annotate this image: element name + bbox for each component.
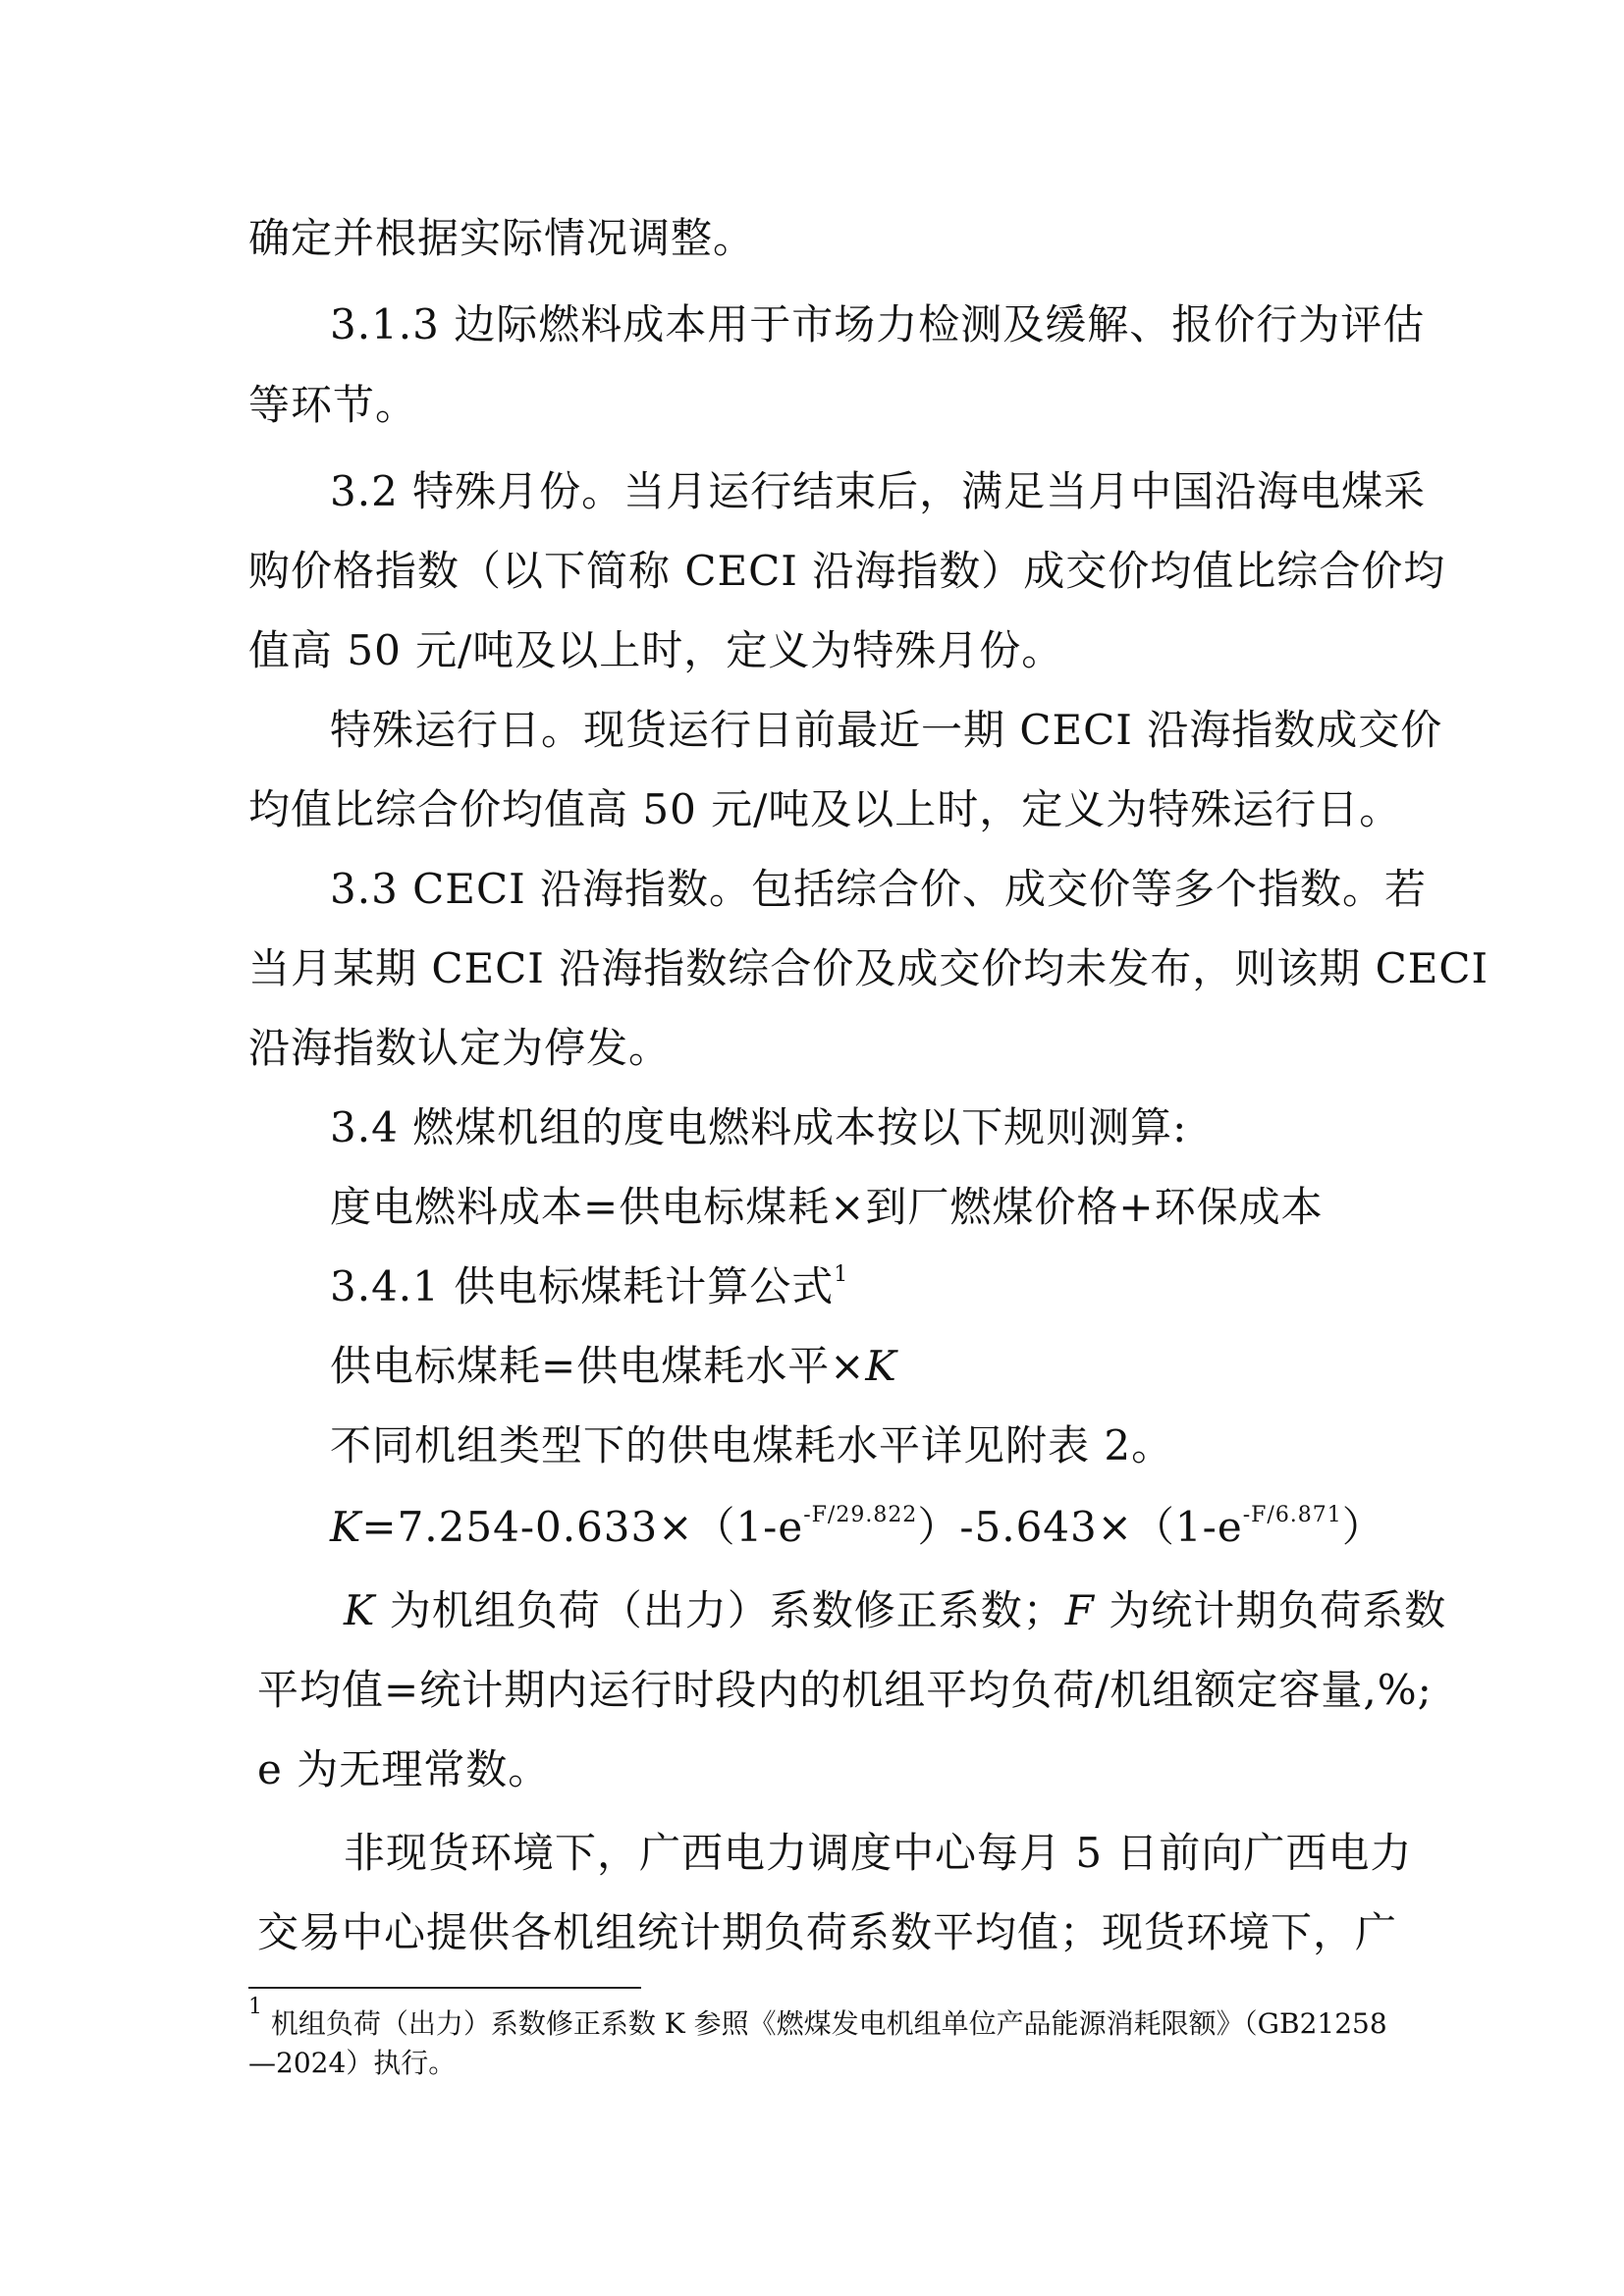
- clause-3-4: 3.4 燃煤机组的度电燃料成本按以下规则测算:: [330, 1103, 1188, 1151]
- special-day-paragraph: 特殊运行日。现货运行日前最近一期 CECI 沿海指数成交价: [330, 706, 1443, 754]
- text-line: 平均值=统计期内运行时段内的机组平均负荷/机组额定容量,%;: [257, 1666, 1433, 1714]
- text-line: e 为无理常数。: [257, 1745, 551, 1793]
- clause-3-2: 3.2 特殊月份。当月运行结束后，满足当月中国沿海电煤采: [330, 467, 1427, 515]
- footnote-mark: 1: [248, 1995, 262, 2019]
- footnote-line: $^1$ 机组负荷（出力）系数修正系数 K 参照《燃煤发电机组单位产品能源消耗限额》（GB21258: [248, 1995, 1387, 2040]
- footnote-line: —2024）执行。: [248, 2047, 457, 2079]
- k-formula: $K=7.254-0.633\times(1-e^{-F/29.822})-5.643\times(1-e^{-F/6.871})$: [330, 1503, 1384, 1551]
- clause-3-4-1: 3.4.1 供电标煤耗计算公式$^1$: [330, 1262, 849, 1310]
- text-line: 不同机组类型下的供电煤耗水平详见附表 2。: [330, 1421, 1174, 1469]
- clause-3-3: 3.3 CECI 沿海指数。包括综合价、成交价等多个指数。若: [330, 865, 1428, 913]
- text-line: 均值比综合价均值高 50 元/吨及以上时，定义为特殊运行日。: [248, 785, 1402, 833]
- cost-formula: 度电燃料成本=供电标煤耗×到厂燃煤价格+环保成本: [330, 1183, 1324, 1231]
- clause-3-1-3: 3.1.3 边际燃料成本用于市场力检测及缓解、报价行为评估: [330, 300, 1426, 348]
- footnote-ref: 1: [834, 1262, 849, 1287]
- text-line: 确定并根据实际情况调整。: [248, 214, 756, 262]
- text-line: 当月某期 CECI 沿海指数综合价及成交价均未发布，则该期 CECI: [248, 944, 1489, 992]
- k-definition: K 为机组负荷（出力）系数修正系数；F 为统计期负荷系数: [344, 1586, 1447, 1634]
- text-line: 购价格指数（以下简称 CECI 沿海指数）成交价均值比综合价均: [248, 547, 1446, 595]
- coal-consumption-formula: 供电标煤耗=供电煤耗水平×K: [330, 1342, 897, 1390]
- text-line: 交易中心提供各机组统计期负荷系数平均值；现货环境下，广: [257, 1908, 1398, 1956]
- text-line: 沿海指数认定为停发。: [248, 1024, 672, 1072]
- non-spot-paragraph: 非现货环境下，广西电力调度中心每月 5 日前向广西电力: [344, 1829, 1413, 1877]
- footnote-divider: [248, 1987, 641, 1989]
- text-line: 等环节。: [248, 381, 418, 429]
- text-line: 值高 50 元/吨及以上时，定义为特殊月份。: [248, 626, 1064, 674]
